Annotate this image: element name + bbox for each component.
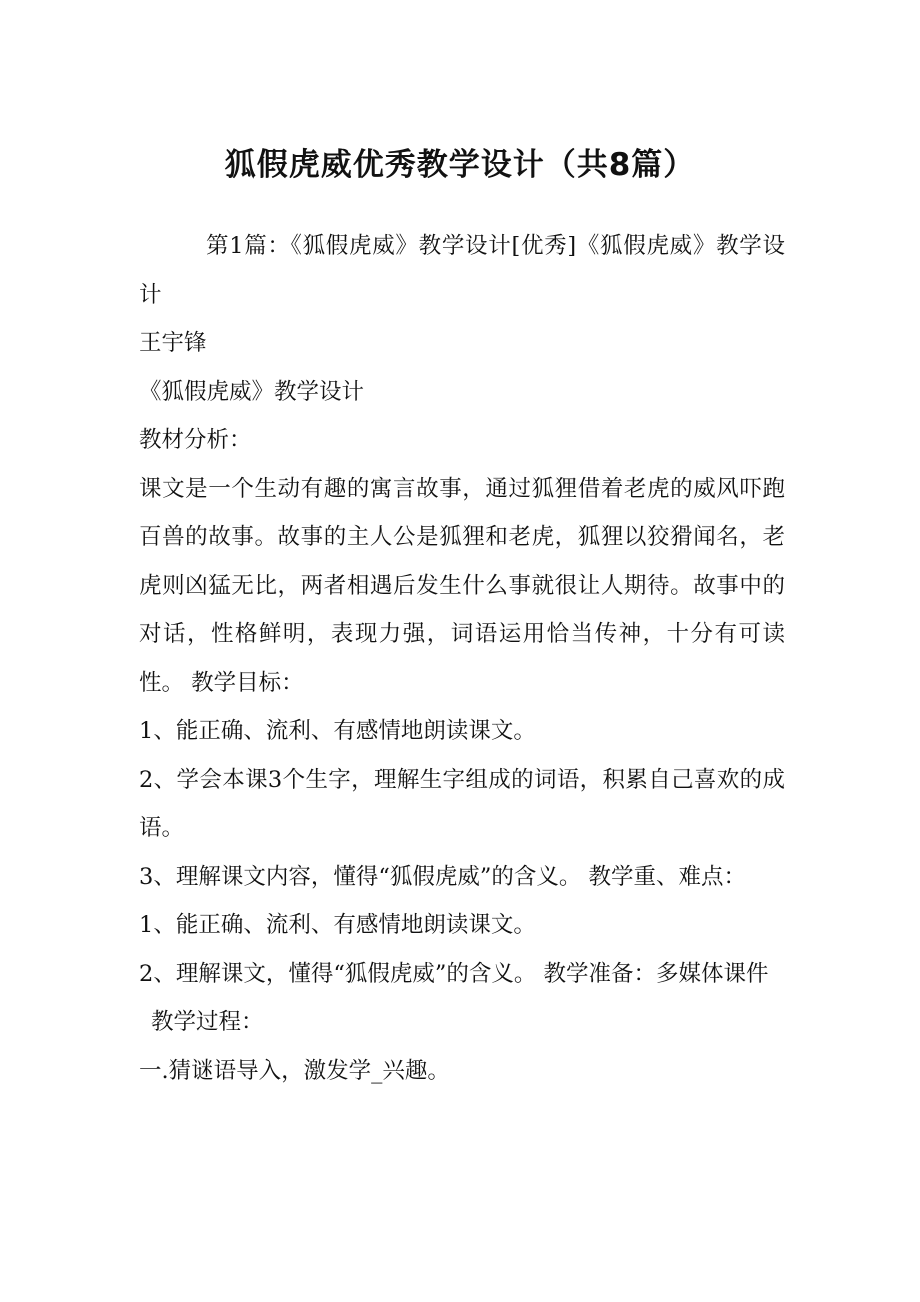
paragraph-goal-3: 3、理解课文内容，懂得“狐假虎威”的含义。 教学重、难点： bbox=[139, 863, 746, 890]
paragraph-author: 王宇锋 bbox=[139, 330, 207, 356]
paragraph-key-point-1: 1、能正确、流利、有感情地朗读课文。 bbox=[139, 912, 536, 938]
paragraph-goal-2: 2、学会本课3个生字，理解生字组成的词语，积累自己喜欢的成语。 bbox=[139, 766, 785, 841]
paragraph-key-point-2: 2、理解课文，懂得“狐假虎威”的含义。 教学准备：多媒体课件 bbox=[139, 960, 769, 987]
paragraph-subtitle: 《狐假虎威》教学设计 bbox=[139, 378, 365, 405]
document-body bbox=[139, 222, 785, 1095]
paragraph-material-analysis: 课文是一个生动有趣的寓言故事，通过狐狸借着老虎的威风吓跑百兽的故事。故事的主人公是狐狸和老虎，狐狸以狡猾闻名，老虎则凶猛无比，两者相遇后发生什么事就很让人期待。故事中的对话，性格鲜明，表现力强，词语运用恰当传神，十分有可读性。 教学目标： bbox=[139, 475, 785, 696]
paragraph-chapter-heading: 第1篇：《狐假虎威》教学设计[优秀]《狐假虎威》教学设计 bbox=[139, 233, 785, 308]
paragraph-goal-1: 1、能正确、流利、有感情地朗读课文。 bbox=[139, 718, 536, 744]
document-title: 狐假虎威优秀教学设计（共8篇） bbox=[224, 147, 696, 183]
paragraph-material-analysis-heading: 教材分析： bbox=[139, 427, 252, 453]
paragraph-process-heading: 教学过程： bbox=[151, 1009, 264, 1035]
paragraph-step-1: 一.猜谜语导入，激发学_兴趣。 bbox=[139, 1057, 450, 1084]
